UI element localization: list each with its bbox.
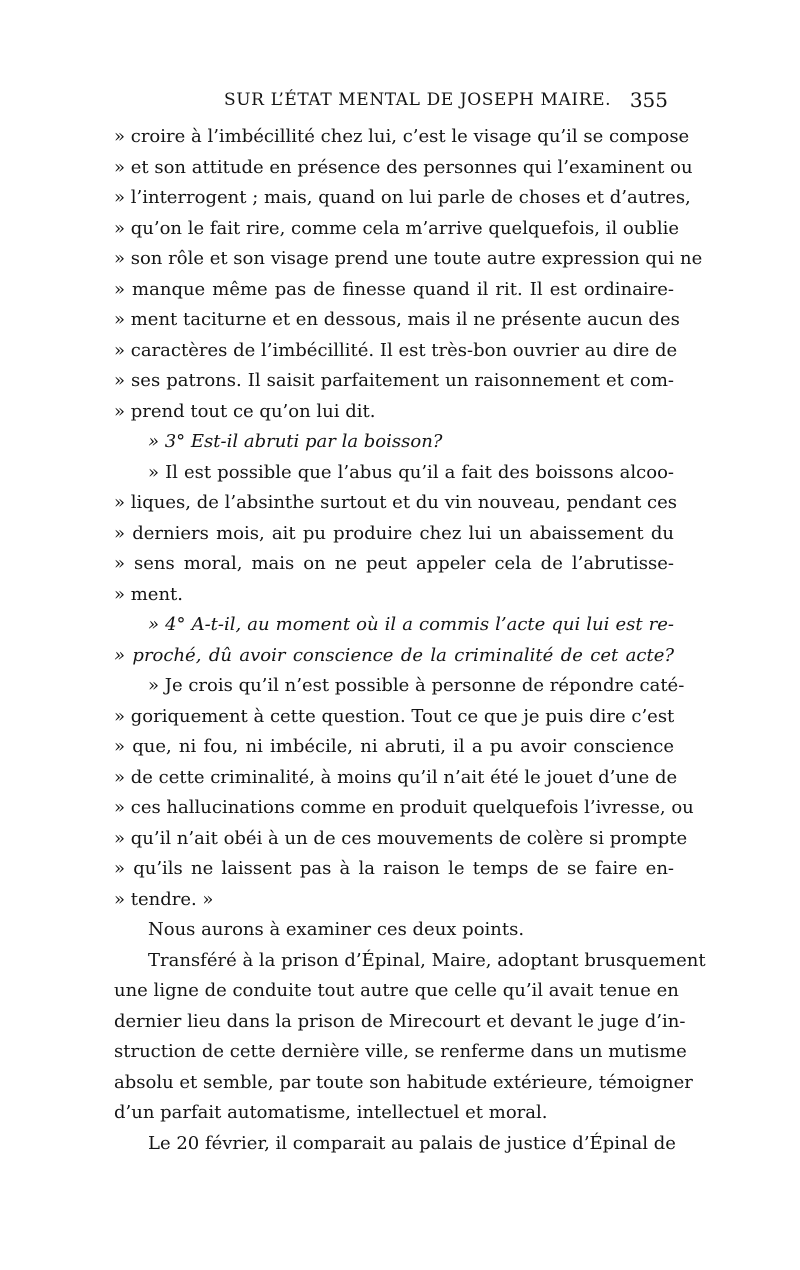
running-title: SUR L’ÉTAT MENTAL DE JOSEPH MAIRE. — [224, 90, 612, 110]
text-line: » l’interrogent ; mais, quand on lui parle de choses et d’autres, — [114, 187, 691, 208]
text-line: absolu et semble, par toute son habitude extérieure, témoigner — [114, 1071, 693, 1093]
text-line: » de cette criminalité, à moins qu’il n’ait été le jouet d’une de — [114, 766, 678, 788]
question-heading: » proché, dû avoir conscience de la criminalité de cet acte? — [114, 644, 674, 666]
text-line: » Je crois qu’il n’est possible à personne de répondre caté- — [148, 675, 685, 696]
text-line: une ligne de conduite tout autre que celle qu’il avait tenue en — [114, 980, 679, 1001]
text-line: » et son attitude en présence des personnes qui l’examinent ou — [114, 156, 693, 178]
text-line: » qu’on le fait rire, comme cela m’arrive quelquefois, il oublie — [114, 217, 680, 239]
text-line: » son rôle et son visage prend une toute autre expression qui ne — [114, 248, 703, 269]
text-line: » Il est possible que l’abus qu’il a fait des boissons alcoo- — [148, 461, 674, 483]
text-line: » croire à l’imbécillité chez lui, c’est le visage qu’il se compose — [114, 126, 690, 147]
text-line: » qu’il n’ait obéi à un de ces mouvements de colère si prompte — [114, 827, 688, 849]
text-line: » ses patrons. Il saisit parfaitement un raisonnement et com- — [114, 370, 674, 391]
text-line: » ment taciturne et en dessous, mais il ne présente aucun des — [114, 309, 680, 330]
question-heading: » 3° Est-il abruti par la boisson? — [148, 431, 443, 452]
book-page — [114, 88, 706, 1159]
text-line: » sens moral, mais on ne peut appeler cela de l’abrutisse- — [114, 553, 674, 574]
text-line: struction de cette dernière ville, se renferme dans un mutisme — [114, 1041, 687, 1062]
text-line: » tendre. » — [114, 888, 214, 910]
body-text — [114, 122, 706, 1159]
text-line: dernier lieu dans la prison de Mirecourt et devant le juge d’in- — [114, 1010, 686, 1032]
text-line: » derniers mois, ait pu produire chez lui un abaissement du — [114, 522, 674, 544]
text-line: » ces hallucinations comme en produit quelquefois l’ivresse, ou — [114, 797, 694, 818]
text-line: Nous aurons à examiner ces deux points. — [148, 919, 525, 940]
text-line: » manque même pas de finesse quand il rit. Il est ordinaire- — [114, 278, 674, 300]
question-heading: » 4° A-t-il, au moment où il a commis l’acte qui lui est re- — [148, 614, 674, 635]
text-line: d’un parfait automatisme, intellectuel et moral. — [114, 1102, 548, 1123]
text-line: » caractères de l’imbécillité. Il est très-bon ouvrier au dire de — [114, 339, 678, 361]
text-line: » ment. — [114, 583, 184, 605]
text-line: » que, ni fou, ni imbécile, ni abruti, il a pu avoir conscience — [114, 736, 674, 757]
text-line: Le 20 février, il comparait au palais de justice d’Épinal de — [148, 1132, 676, 1154]
text-line: Transféré à la prison d’Épinal, Maire, adoptant brusquement — [148, 949, 706, 971]
page-header — [114, 88, 674, 122]
page-number: 355 — [629, 88, 668, 112]
text-line: » liques, de l’absinthe surtout et du vin nouveau, pendant ces — [114, 492, 678, 513]
text-line: » prend tout ce qu’on lui dit. — [114, 400, 376, 422]
text-line: » goriquement à cette question. Tout ce que je puis dire c’est — [114, 705, 675, 727]
text-line: » qu’ils ne laissent pas à la raison le temps de se faire en- — [114, 858, 674, 879]
